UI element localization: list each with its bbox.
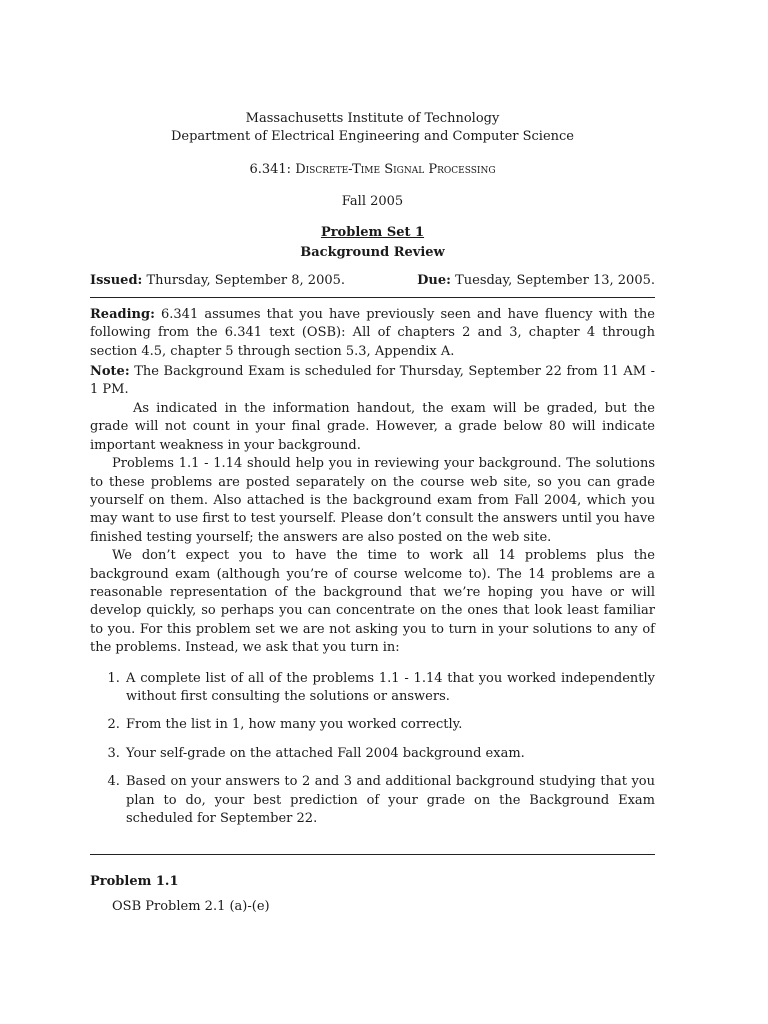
document-page bbox=[90, 110, 655, 916]
reading-label: Reading: bbox=[90, 306, 155, 322]
problem-set-subtitle: Background Review bbox=[300, 245, 445, 261]
department-name: Department of Electrical Engineering and Computer Science bbox=[170, 129, 574, 145]
document-header bbox=[90, 110, 655, 262]
issued-date bbox=[90, 272, 345, 290]
institution-name: Massachusetts Institute of Technology bbox=[245, 111, 500, 126]
list-item: 4. Based on your answers to 2 and 3 and additional background studying that you plan to do, your best prediction of your grade on the Background Exam scheduled for September 22. bbox=[124, 773, 655, 828]
problem-set-title-text: Problem Set 1 bbox=[320, 224, 425, 240]
reading-text: 6.341 assumes that you have previously seen and have fluency with the following from the 6.341 text (OSB): All of chapters 2 and 3, chapter 4 through section 4.5, chapter 5 through section 5.3, Appendix A. bbox=[90, 306, 655, 359]
note-text: The Background Exam is scheduled for Thursday, September 22 from 11 AM - 1 PM. bbox=[90, 364, 655, 398]
turn-in-list bbox=[90, 670, 655, 829]
issued-value: Thursday, September 8, 2005. bbox=[146, 273, 346, 289]
problem-set-title bbox=[90, 224, 655, 242]
header-divider bbox=[90, 297, 655, 298]
list-item: 2. From the list in 1, how many you worked correctly. bbox=[124, 716, 655, 734]
course-title: 6.341: Discrete-Time Signal Processing bbox=[249, 161, 496, 177]
body-paragraph: We don’t expect you to have the time to work all 14 problems plus the background exam (although you’re of course welcome to). The 14 problems are a reasonable representation of the background that we’re hoping you have or will develop quickly, so perhaps you can concentrate on the ones that look least familiar to you. For this problem set we are not asking you to turn in your solutions to any of the problems. Instead, we ask that you turn in: bbox=[90, 548, 655, 656]
due-label: Due: bbox=[417, 273, 451, 289]
reading-paragraph bbox=[90, 306, 655, 361]
body-paragraph: As indicated in the information handout, the exam will be graded, but the grade will not count in your final grade. However, a grade below 80 will indicate important weakness in your background. bbox=[90, 400, 655, 453]
list-item: 3. Your self-grade on the attached Fall 2004 background exam. bbox=[124, 745, 655, 763]
due-date bbox=[417, 272, 655, 290]
issued-label: Issued: bbox=[90, 273, 143, 289]
problem-body: OSB Problem 2.1 (a)-(e) bbox=[112, 898, 270, 914]
term-label: Fall 2005 bbox=[341, 194, 404, 210]
body-paragraph: Problems 1.1 - 1.14 should help you in reviewing your background. The solutions to these problems are posted separately on the course web site, so you can grade yourself on them. Also attached is the background exam from Fall 2004, which you may want to use first to test yourself. Please don’t consult the answers until you have finished testing yourself; the answers are also posted on the web site. bbox=[90, 456, 655, 545]
due-value: Tuesday, September 13, 2005. bbox=[455, 273, 655, 289]
dates-row bbox=[90, 272, 655, 290]
problem-title: Problem 1.1 bbox=[90, 874, 179, 890]
list-item: 1. A complete list of all of the problems 1.1 - 1.14 that you worked independently without first consulting the solutions or answers. bbox=[124, 670, 655, 707]
note-label: Note: bbox=[90, 364, 130, 380]
note-paragraph bbox=[90, 363, 655, 400]
section-divider bbox=[90, 854, 655, 855]
